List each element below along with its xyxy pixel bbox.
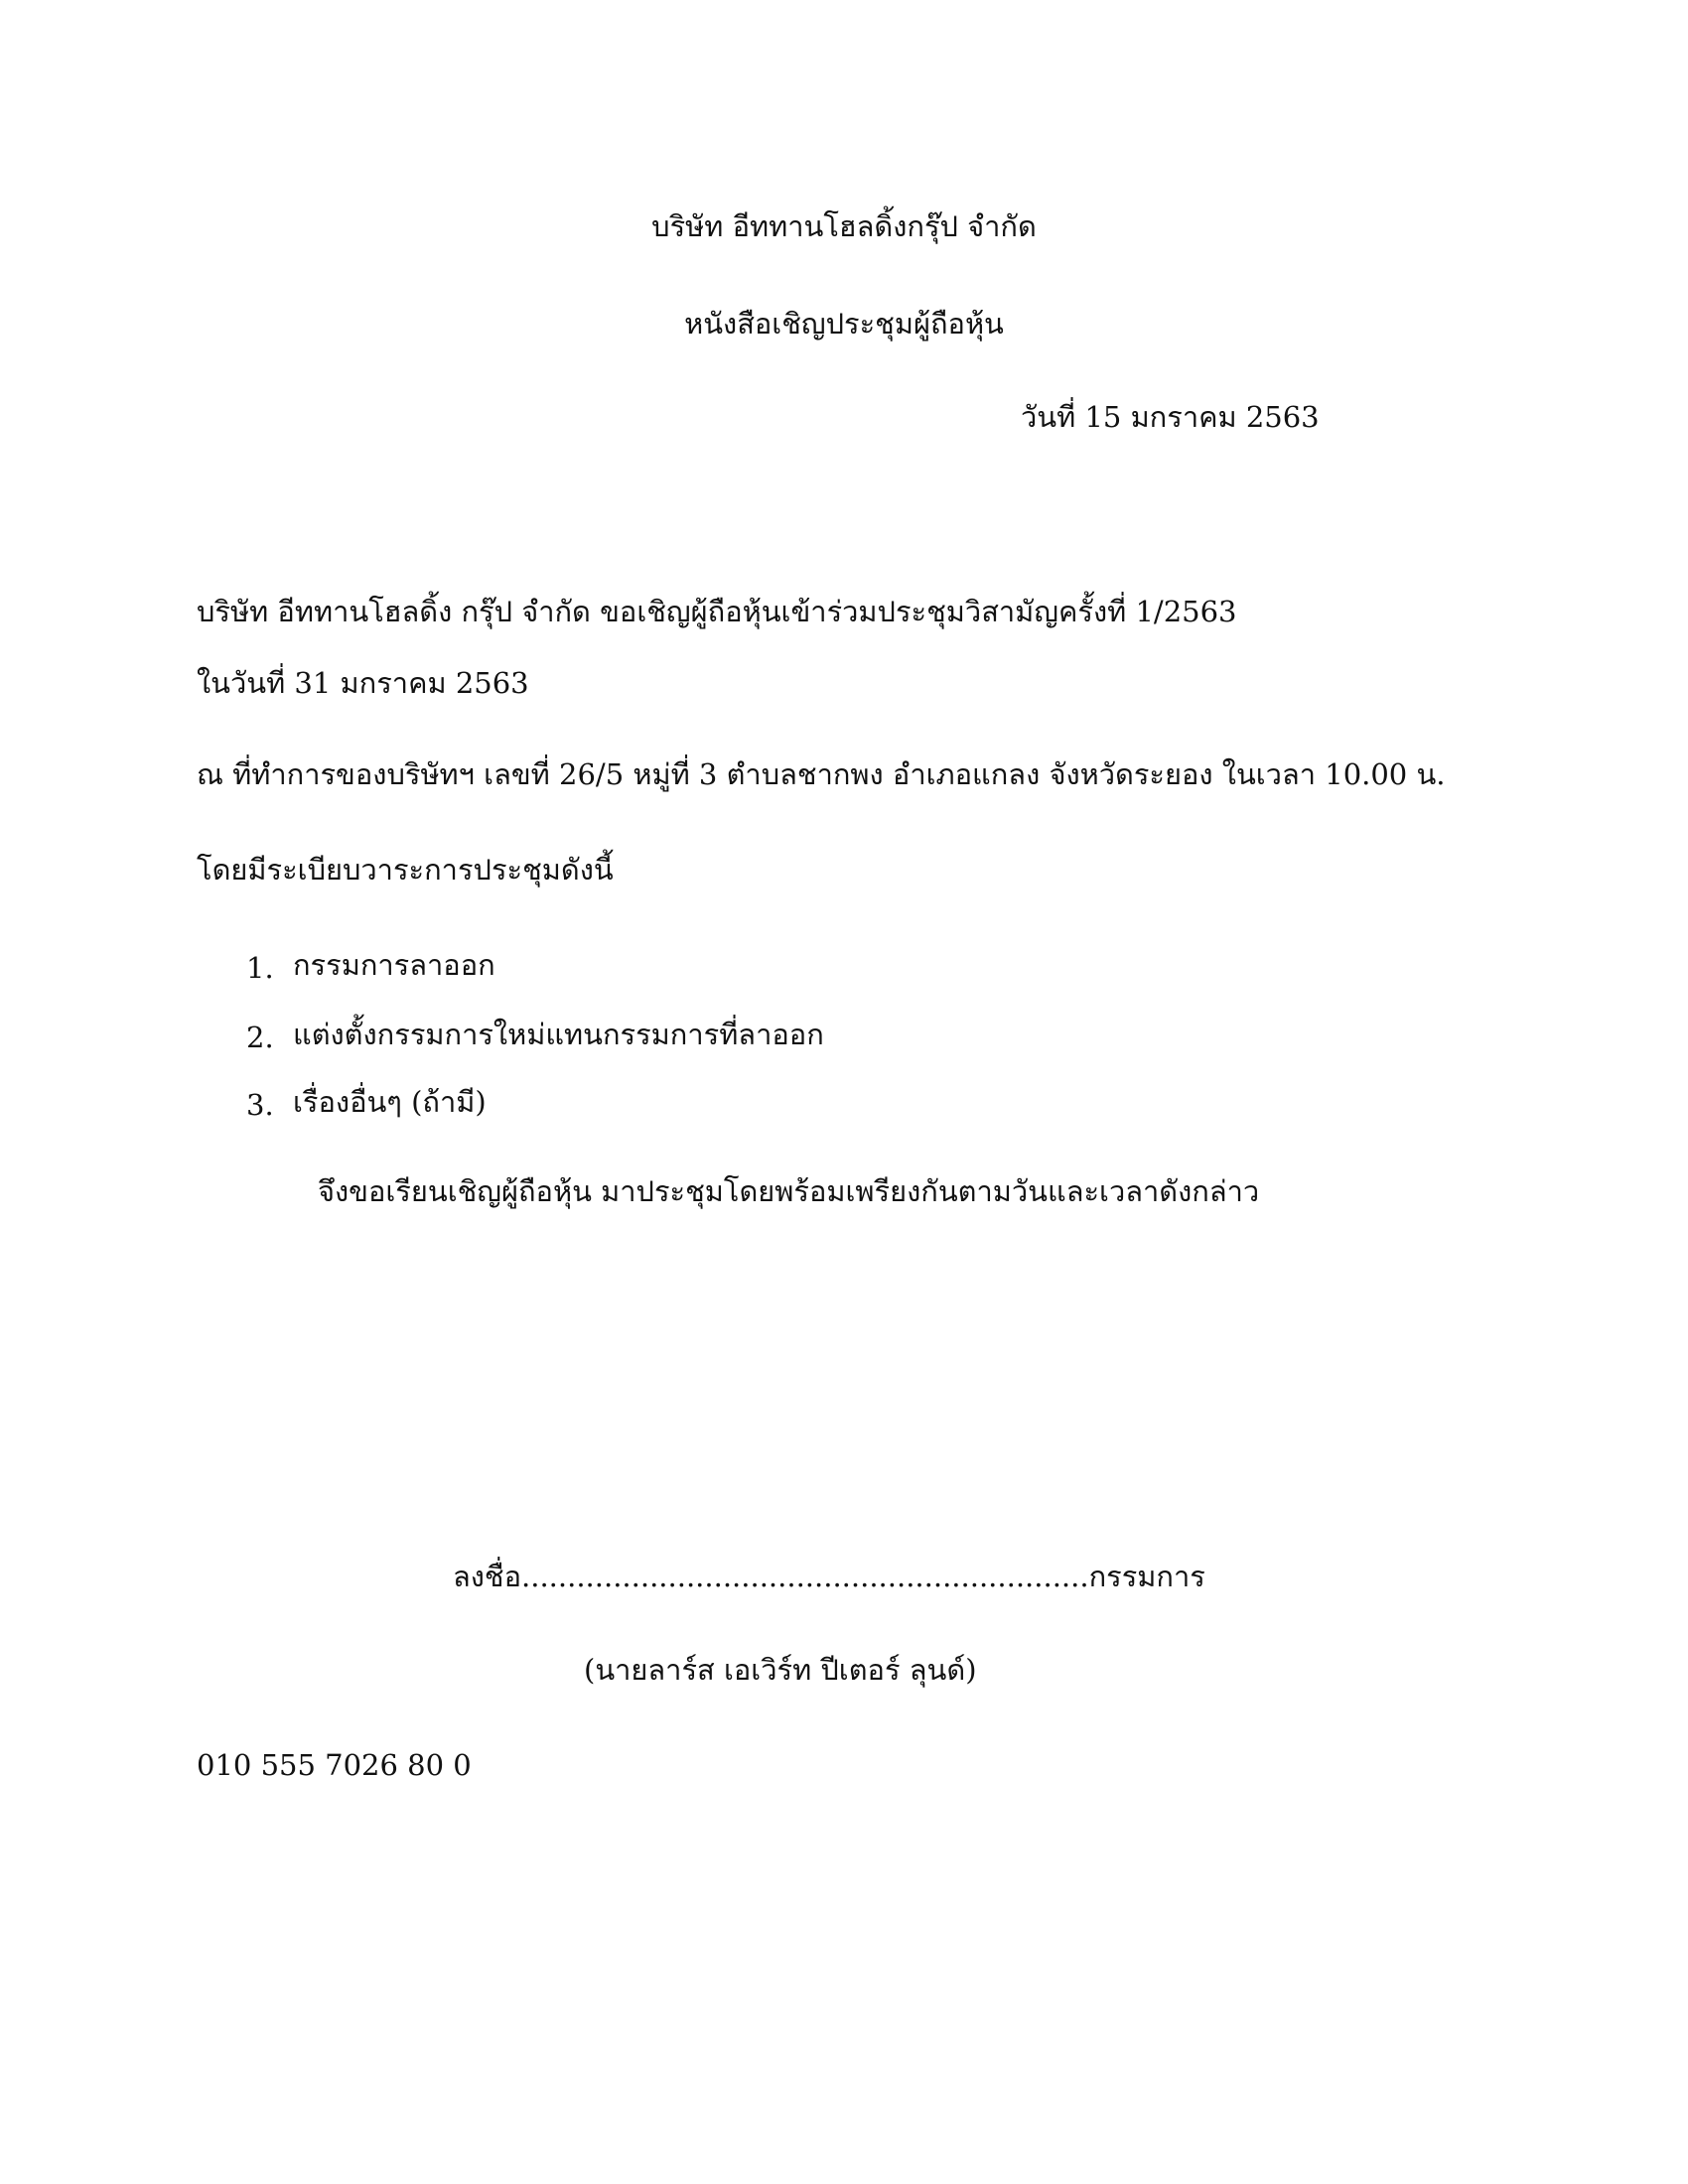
agenda-item-text: เรื่องอื่นๆ (ถ้ามี) [293, 1085, 487, 1119]
signer-name: (นายลาร์ส เอเวิร์ท ปีเตอร์ ลุนด์) [584, 1653, 977, 1687]
document-date: วันที่ 15 มกราคม 2563 [1021, 400, 1320, 434]
closing-sentence: จึงขอเรียนเชิญผู้ถือหุ้น มาประชุมโดยพร้อมเพรียงกันตามวันและเวลาดังกล่าว [318, 1174, 1260, 1208]
meeting-location: ณ ที่ทำการของบริษัทฯ เลขที่ 26/5 หมู่ที่ 3 ตำบลชากพง อำเภอแกลง จังหวัดระยอง ในเวลา 10.00 น. [197, 757, 1446, 791]
agenda-item-number: 1. [246, 951, 274, 985]
invitation-paragraph-line-2: ในวันที่ 31 มกราคม 2563 [197, 666, 529, 700]
agenda-item-text: กรรมการลาออก [293, 948, 495, 982]
signature-line: ลงชื่อ..............................................................กรรมการ [453, 1560, 1205, 1593]
agenda-item-text: แต่งตั้งกรรมการใหม่แทนกรรมการที่ลาออก [293, 1018, 824, 1051]
invitation-paragraph-line-1: บริษัท อีททานโฮลดิ้ง กรุ๊ป จำกัด ขอเชิญผู้ถือหุ้นเข้าร่วมประชุมวิสามัญครั้งที่ 1/2563 [197, 595, 1237, 628]
company-name: บริษัท อีททานโฮลดิ้งกรุ๊ป จำกัด [651, 209, 1037, 243]
document-title: หนังสือเชิญประชุมผู้ถือหุ้น [684, 307, 1004, 341]
registration-number: 010 555 7026 80 0 [197, 1748, 472, 1782]
agenda-intro: โดยมีระเบียบวาระการประชุมดังนี้ [197, 853, 614, 887]
agenda-item-number: 2. [246, 1021, 274, 1054]
agenda-item-number: 3. [246, 1088, 274, 1122]
